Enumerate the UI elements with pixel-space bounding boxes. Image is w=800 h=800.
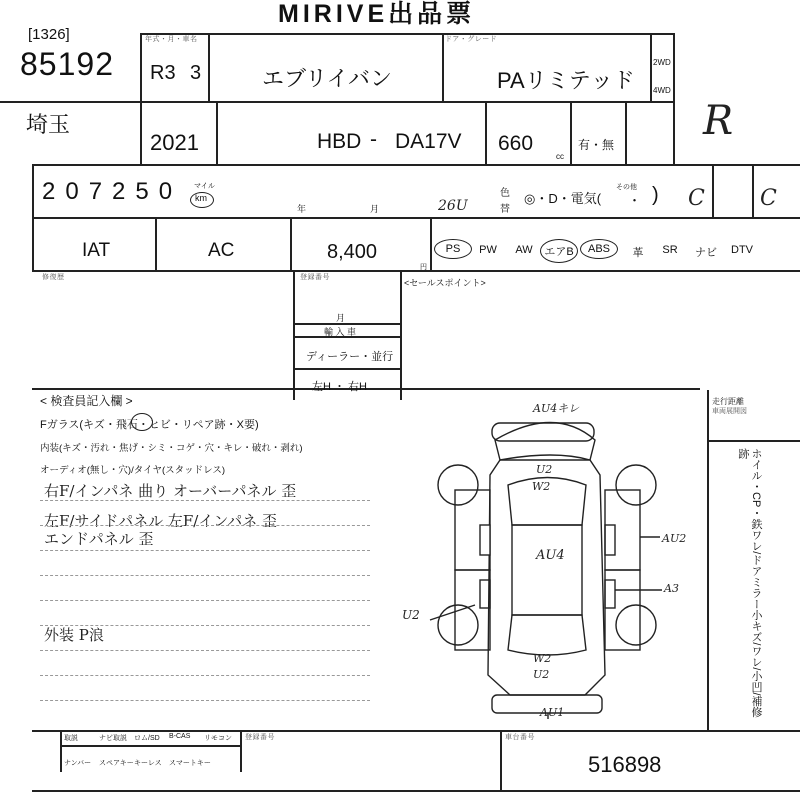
equipment-aw: AW (515, 244, 533, 256)
footer-cell: キーレス (134, 760, 162, 767)
fuel-other-label: その他 (616, 184, 637, 191)
inspector-note-line: 外装 P浪 (44, 626, 104, 644)
mark-w2-top: W2 (532, 480, 551, 493)
dealer-parallel: ディーラー・並行 (306, 351, 394, 363)
evaluation-mark: R (703, 98, 734, 144)
f-glass-line: Fガラス(キズ・飛石・ヒビ・リペア跡・X要) (40, 419, 259, 431)
equipment-abs: ABS (580, 239, 618, 259)
color-label: 色 (500, 188, 510, 199)
footer-chassis-label: 車台番号 (505, 733, 535, 741)
month-label: 月 (336, 313, 346, 323)
aircon: AC (208, 240, 235, 261)
first-reg-year: 2021 (150, 130, 199, 155)
mileage: 207250 (42, 178, 183, 205)
footer-cell: スペアキー (99, 760, 134, 767)
inspector-note-line: 右F/インパネ 曲り オーバーパネル 歪 (44, 482, 297, 500)
shaken-month: 月 (370, 204, 380, 214)
model-name: エブリイバン (262, 66, 393, 91)
lot-number: [1326] (28, 26, 70, 43)
fuel: ◎・D・電気( (524, 191, 602, 206)
footer-cell: ナンバー (64, 760, 92, 767)
footer-cell: リモコン (204, 735, 232, 742)
mark-right-front: AU2 (662, 532, 687, 545)
form-title: MIRIVE出品票 (278, 0, 476, 28)
shift: IAT (82, 240, 111, 261)
sales-points-label: <セールスポイント> (404, 278, 486, 288)
displacement: 660 (498, 132, 534, 155)
recycle-unit: 円 (420, 264, 427, 271)
drive-4wd: 4WD (653, 86, 671, 95)
registration-title: 登録番号 (300, 273, 330, 281)
equipment-ナビ: ナビ (695, 247, 717, 259)
history-title: 修復歴 (42, 273, 65, 281)
equipment-dtv: DTV (731, 244, 753, 256)
import-label: 輸 入 車 (324, 327, 357, 337)
footer-cell: ナビ取説 (99, 735, 127, 742)
model-dash: - (370, 128, 377, 151)
audio-line: オーディオ(無し・穴)/タイヤ(スタッドレス) (40, 465, 226, 476)
change-label: 替 (500, 204, 510, 215)
mileage-unit-mile: マイル (194, 183, 215, 190)
mileage-display-label: 走行距離 (712, 397, 744, 406)
grade: PAリミテッド (497, 68, 635, 93)
equipment-エアb: エアB (540, 239, 578, 263)
month: 3 (190, 62, 202, 84)
mark-left: U2 (402, 608, 420, 622)
mark-roof: AU4キレ (533, 402, 580, 415)
mileage-unit-km: km (195, 193, 207, 203)
color-grade-2: C (760, 186, 777, 211)
drive-2wd: 2WD (653, 58, 671, 67)
car-diagram-title: 車両展開図 (712, 408, 747, 415)
equipment-ps: PS (434, 239, 472, 259)
inspection: 有・無 (578, 138, 615, 152)
footer-reg-label: 登録番号 (245, 733, 275, 741)
displacement-unit: cc (556, 152, 564, 161)
footer-cell: ロム/SD (134, 735, 160, 742)
entry-number: 85192 (20, 46, 114, 82)
interior-line: 内装(キズ・汚れ・焦げ・シミ・コゲ・穴・キレ・破れ・剥れ) (40, 443, 303, 454)
footer-cell: スマートキー (169, 760, 211, 767)
color-grade-1: C (688, 186, 705, 211)
mark-u2-top: U2 (536, 463, 553, 476)
inspector-note-line: エンドパネル 歪 (44, 530, 154, 548)
fuel-close: ) (652, 184, 659, 206)
footer-cell: B-CAS (169, 733, 191, 740)
region: 埼玉 (26, 112, 71, 137)
shaken-year: 年 (297, 204, 307, 214)
year-era: R3 (150, 62, 176, 84)
footer-cell: 取説 (64, 735, 78, 742)
recycle-fee: 8,400 (327, 241, 378, 263)
equipment-革: 革 (632, 247, 644, 259)
equipment-sr: SR (662, 244, 678, 256)
equipment-pw: PW (479, 244, 497, 256)
steering: 左H ・ 右H (312, 381, 367, 393)
mark-rear: AU1 (540, 706, 565, 719)
inspector-note-line: 左F/サイドパネル 左F/インパネ 歪 (44, 512, 278, 530)
mark-right-rear: A3 (664, 582, 679, 595)
fuel-other-value: ・ (628, 193, 642, 208)
model-code: DA17V (395, 130, 462, 153)
color-code: 26U (438, 198, 468, 214)
mark-center: AU4 (536, 548, 565, 563)
chassis-number: 516898 (588, 752, 662, 777)
inspector-title: < 検査員記入欄 > (40, 394, 133, 408)
side-notes: ホイル・CP・鉄ワレ/ドアミラー小キズ/ワレ/小凹/補修跡 (737, 448, 762, 718)
mark-u2-bottom: U2 (533, 668, 550, 681)
mark-w2-bottom: W2 (533, 652, 552, 665)
equipment-row (432, 234, 800, 270)
model-prefix: HBD (317, 130, 362, 153)
